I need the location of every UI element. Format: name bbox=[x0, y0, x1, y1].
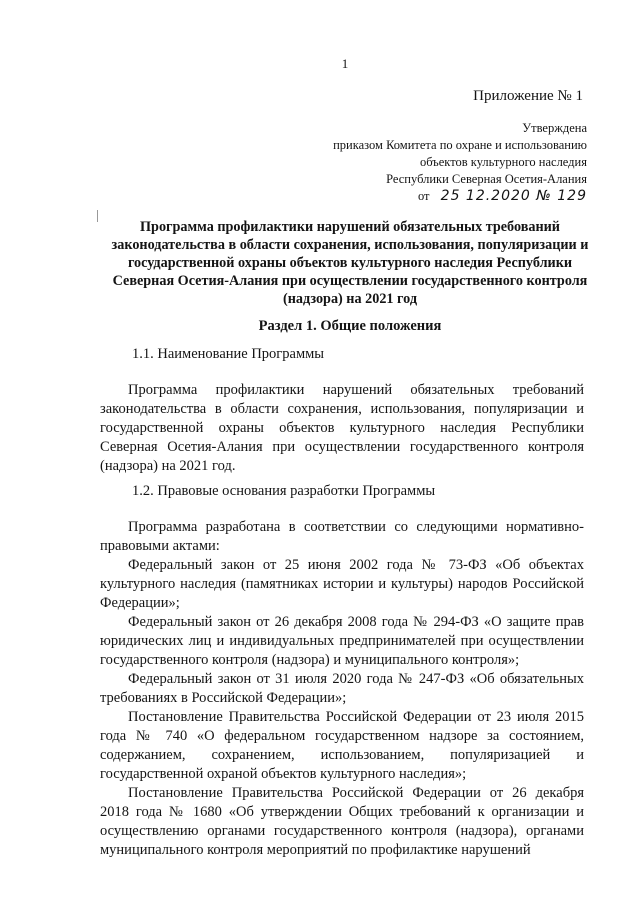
document-title: Программа профилактики нарушений обязательных требований законодательства в области сохранения, использования, популяризации и государственной охраны объектов культурного наследия Республики Северная Осетия-Алания при осуществлении государственного контроля (надзора) на 2021 год bbox=[111, 219, 589, 307]
list-item: Федеральный закон от 31 июля 2020 года № 247-ФЗ «Об обязательных требованиях в Российской Федерации»; bbox=[100, 671, 584, 706]
paragraph-text: Программа профилактики нарушений обязательных требований законодательства в области сохранения, использования, популяризации и государственной охраны объектов культурного наследия Республики Северная Осетия-Алания при осуществлении государственного контроля (надзора) на 2021 год. bbox=[100, 382, 584, 474]
paragraph bbox=[100, 381, 584, 476]
approval-line: Утверждена bbox=[522, 121, 587, 135]
approval-block bbox=[333, 120, 587, 205]
date-prefix: от bbox=[417, 189, 430, 203]
list-item: Федеральный закон от 26 декабря 2008 года № 294-ФЗ «О защите прав юридических лиц и индивидуальных предпринимателей при осуществлении государственного контроля (надзора) и муниципального контроля»; bbox=[100, 614, 584, 668]
list-item: Федеральный закон от 25 июня 2002 года № 73-ФЗ «Об объектах культурного наследия (памятниках истории и культуры) народов Российской Федерации»; bbox=[100, 557, 584, 611]
subsection-heading: 1.1. Наименование Программы bbox=[132, 346, 325, 362]
section-heading: Раздел 1. Общие положения bbox=[258, 318, 442, 334]
subsection-heading: 1.2. Правовые основания разработки Программы bbox=[132, 483, 436, 499]
appendix-label: Приложение № 1 bbox=[473, 88, 583, 104]
list-item: Программа разработана в соответствии со следующими нормативно-правовыми актами: bbox=[100, 519, 584, 554]
approval-line: Республики Северная Осетия-Алания bbox=[386, 172, 587, 186]
approval-line: объектов культурного наследия bbox=[420, 155, 587, 169]
list-item: Постановление Правительства Российской Федерации от 23 июля 2015 года № 740 «О федеральном государственном надзоре за состоянием, содержанием, сохранением, использованием, популяризацией и государственной охраной объектов культурного наследия»; bbox=[100, 709, 584, 782]
page-number: 1 bbox=[341, 56, 349, 71]
list-item: Постановление Правительства Российской Федерации от 26 декабря 2018 года № 1680 «Об утверждении Общих требований к организации и осуществлению органами государственного контроля (надзора), органами муниципального контроля мероприятий по профилактике нарушений bbox=[100, 785, 584, 858]
handwritten-date: 25 12.2020 № 129 bbox=[440, 188, 587, 204]
legal-acts-list bbox=[100, 518, 584, 860]
approval-date-line bbox=[333, 188, 587, 205]
approval-line: приказом Комитета по охране и использованию bbox=[333, 138, 587, 152]
